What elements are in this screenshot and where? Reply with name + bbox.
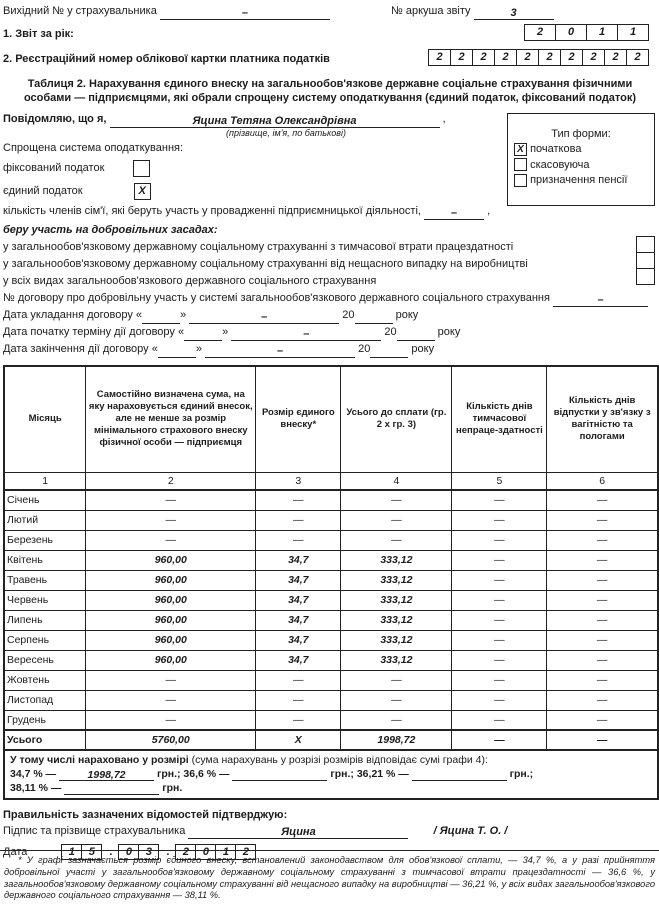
contract-year-field[interactable] bbox=[370, 345, 408, 358]
value-cell: — bbox=[452, 710, 547, 730]
column-number: 2 bbox=[86, 472, 256, 490]
value-cell: — bbox=[547, 630, 658, 650]
contract-number-label: № договору про добровільну участь у системі загальнообов'язкового державного соціального страхування bbox=[3, 292, 550, 304]
value-cell: 34,7 bbox=[256, 590, 341, 610]
unit-label: грн.; bbox=[509, 768, 534, 780]
value-cell: 960,00 bbox=[86, 630, 256, 650]
date-digit-box[interactable]: 1 bbox=[61, 844, 82, 860]
value-cell: — bbox=[452, 570, 547, 590]
breakdown-title-bold: У тому числі нараховано у розмірі bbox=[10, 754, 189, 766]
declarant-intro-label: Повідомляю, що я, bbox=[3, 113, 107, 125]
contract-day-field[interactable] bbox=[158, 345, 196, 358]
breakdown-title bbox=[10, 753, 652, 767]
quote-open: « bbox=[177, 326, 185, 338]
unit-label: грн.; bbox=[330, 768, 354, 780]
value-cell: — bbox=[452, 550, 547, 570]
date-digit-box[interactable]: 2 bbox=[235, 844, 256, 860]
total-maternity-days-cell: — bbox=[547, 730, 658, 750]
reg-digit-box[interactable]: 2 bbox=[604, 49, 627, 66]
contract-number-row bbox=[3, 290, 657, 307]
form-type-label-initial: початкова bbox=[530, 143, 582, 155]
accrual-table bbox=[3, 365, 659, 751]
contract-month-field[interactable] bbox=[231, 328, 381, 341]
contract-date-row-start bbox=[3, 324, 657, 341]
declarant-name-field[interactable]: Яцина Тетяна Олександрівна bbox=[110, 115, 440, 128]
value-cell: — bbox=[256, 710, 341, 730]
single-tax-checkbox[interactable]: X bbox=[134, 183, 151, 200]
table-row bbox=[4, 550, 658, 570]
value-cell: — bbox=[86, 490, 256, 510]
quote-close: » bbox=[195, 343, 202, 355]
value-cell: — bbox=[341, 670, 452, 690]
year-prefix: 20 bbox=[358, 343, 371, 355]
month-cell: Грудень bbox=[4, 710, 86, 730]
year-suffix: року bbox=[395, 309, 419, 321]
date-dot: . bbox=[166, 846, 170, 858]
value-cell: — bbox=[341, 490, 452, 510]
value-cell: — bbox=[452, 630, 547, 650]
rate-label-347: 34,7 % — bbox=[10, 768, 57, 780]
form-type-checkbox-initial[interactable]: X bbox=[514, 143, 527, 156]
value-cell: — bbox=[256, 690, 341, 710]
rate-label-3621: 36,21 % — bbox=[356, 768, 409, 780]
rate-value-347[interactable]: 1998,72 bbox=[59, 769, 154, 781]
form-type-checkbox-cancelling[interactable] bbox=[514, 158, 527, 171]
column-number: 4 bbox=[341, 472, 452, 490]
comma-mark: , bbox=[487, 205, 491, 217]
fixed-tax-checkbox[interactable] bbox=[133, 160, 150, 177]
month-cell: Травень bbox=[4, 570, 86, 590]
reg-digit-box[interactable]: 2 bbox=[538, 49, 561, 66]
family-members-label: кількість членів сім'ї, які беруть участь у провадженні підприємницької діяльності, bbox=[3, 205, 421, 217]
contract-number-field[interactable] bbox=[553, 294, 648, 307]
total-rate-cell: X bbox=[256, 730, 341, 750]
single-tax-label: єдиний податок bbox=[3, 185, 83, 197]
voluntary-option-all: у всіх видах загальнообов'язкового державного соціального страхування bbox=[3, 275, 377, 287]
value-cell: — bbox=[256, 670, 341, 690]
contract-month-field[interactable] bbox=[205, 345, 355, 358]
family-members-row bbox=[3, 203, 503, 220]
form-type-label-cancelling: скасовуюча bbox=[530, 158, 590, 171]
year-suffix: року bbox=[437, 326, 461, 338]
rate-label-366: 36,6 % — bbox=[183, 768, 230, 780]
value-cell: 34,7 bbox=[256, 550, 341, 570]
table-row bbox=[4, 670, 658, 690]
table-row bbox=[4, 530, 658, 550]
value-cell: — bbox=[341, 690, 452, 710]
value-cell: — bbox=[86, 670, 256, 690]
footnote-section bbox=[0, 850, 659, 902]
date-label: Дата bbox=[3, 846, 28, 858]
header-row-regnumber bbox=[3, 51, 657, 68]
value-cell: — bbox=[452, 650, 547, 670]
year-digit-box[interactable]: 1 bbox=[586, 24, 618, 41]
form-type-title: Тип форми: bbox=[551, 128, 611, 140]
table-row bbox=[4, 590, 658, 610]
year-suffix: року bbox=[411, 343, 435, 355]
reg-digit-box[interactable]: 2 bbox=[428, 49, 451, 66]
breakdown-line-1 bbox=[10, 767, 652, 781]
reg-digit-box[interactable]: 2 bbox=[626, 49, 649, 66]
value-cell: — bbox=[547, 610, 658, 630]
column-number: 5 bbox=[452, 472, 547, 490]
form-type-label-pension: призначення пенсії bbox=[530, 174, 628, 186]
breakdown-title-normal: (сума нарахувань у розрізі розмірів відповідає сумі графи 4): bbox=[188, 754, 488, 766]
voluntary-title: беру участь на добровільних засадах: bbox=[3, 224, 218, 236]
year-digit-boxes bbox=[525, 24, 649, 41]
value-cell: 34,7 bbox=[256, 610, 341, 630]
fixed-tax-label: фіксований податок bbox=[3, 162, 105, 174]
form-type-option-initial bbox=[514, 142, 648, 158]
contract-year-field[interactable] bbox=[355, 311, 393, 324]
month-cell: Січень bbox=[4, 490, 86, 510]
quote-open: « bbox=[151, 343, 158, 355]
sheet-number-group bbox=[391, 3, 554, 20]
table-row bbox=[4, 610, 658, 630]
year-prefix: 20 bbox=[342, 309, 355, 321]
dash-mark: – bbox=[261, 311, 268, 323]
table-row bbox=[4, 650, 658, 670]
signature-row bbox=[3, 823, 657, 839]
declarant-name-hint: (прізвище, ім'я, по батькові) bbox=[226, 128, 346, 138]
value-cell: — bbox=[452, 670, 547, 690]
reg-digit-box[interactable]: 2 bbox=[450, 49, 473, 66]
outgoing-number-field[interactable] bbox=[160, 7, 330, 20]
dash-mark: – bbox=[276, 345, 284, 357]
column-number-row bbox=[4, 472, 658, 490]
value-cell: 34,7 bbox=[256, 570, 341, 590]
rate-label-3811: 38,11 % — bbox=[10, 782, 62, 794]
value-cell: — bbox=[256, 490, 341, 510]
table-row bbox=[4, 710, 658, 730]
column-number: 1 bbox=[4, 472, 86, 490]
value-cell: — bbox=[86, 530, 256, 550]
contract-date-label: Дата початку терміну дії договору bbox=[3, 326, 175, 338]
form-type-box bbox=[507, 113, 655, 206]
confirmation-title: Правильність зазначених відомостей підтверджую: bbox=[3, 809, 288, 821]
declaration-section bbox=[3, 111, 657, 220]
form-type-option-pension bbox=[514, 173, 648, 189]
value-cell: — bbox=[547, 530, 658, 550]
year-digit-box[interactable]: 2 bbox=[524, 24, 556, 41]
column-number: 3 bbox=[256, 472, 341, 490]
table-body bbox=[4, 490, 658, 730]
month-cell: Серпень bbox=[4, 630, 86, 650]
month-cell: Жовтень bbox=[4, 670, 86, 690]
value-cell: 333,12 bbox=[341, 650, 452, 670]
reg-digit-box[interactable]: 2 bbox=[472, 49, 495, 66]
table-row bbox=[4, 510, 658, 530]
contract-date-row-end bbox=[3, 341, 657, 358]
value-cell: 960,00 bbox=[86, 570, 256, 590]
date-digit-box[interactable]: 1 bbox=[215, 844, 236, 860]
value-cell: 34,7 bbox=[256, 630, 341, 650]
month-cell: Лютий bbox=[4, 510, 86, 530]
reg-digit-boxes bbox=[429, 49, 649, 66]
value-cell: — bbox=[452, 690, 547, 710]
sheet-number-field[interactable]: 3 bbox=[474, 7, 554, 20]
reg-digit-box[interactable]: 2 bbox=[560, 49, 583, 66]
total-base-cell: 5760,00 bbox=[86, 730, 256, 750]
year-digit-box[interactable]: 1 bbox=[617, 24, 649, 41]
tax-system-title: Спрощена система оподаткування: bbox=[3, 142, 184, 154]
dash-mark: – bbox=[450, 207, 458, 219]
table-header-row bbox=[4, 366, 658, 472]
contract-month-field[interactable] bbox=[189, 311, 339, 324]
value-cell: — bbox=[341, 530, 452, 550]
dash-mark: – bbox=[303, 328, 310, 340]
col-header-rate: Розмір єдиного внеску* bbox=[256, 366, 341, 472]
total-sick-days-cell: — bbox=[452, 730, 547, 750]
voluntary-option-accident: у загальнообов'язковому державному соціальному страхуванні від нещасного випадку на виробництві bbox=[3, 258, 528, 270]
value-cell: — bbox=[547, 650, 658, 670]
date-digit-box[interactable]: 0 bbox=[118, 844, 139, 860]
unit-label: грн.; bbox=[156, 768, 181, 780]
contract-year-field[interactable] bbox=[397, 328, 435, 341]
quote-close: » bbox=[222, 326, 229, 338]
breakdown-line-2 bbox=[10, 781, 652, 795]
value-cell: 333,12 bbox=[341, 550, 452, 570]
month-cell: Листопад bbox=[4, 690, 86, 710]
value-cell: — bbox=[86, 510, 256, 530]
value-cell: — bbox=[86, 710, 256, 730]
table-total-row bbox=[4, 730, 658, 750]
sheet-number-label: № аркуша звіту bbox=[391, 5, 471, 17]
contract-day-field[interactable] bbox=[142, 311, 180, 324]
voluntary-option-disability: у загальнообов'язковому державному соціальному страхуванні з тимчасової втрати працездатності bbox=[3, 241, 514, 253]
value-cell: 333,12 bbox=[341, 610, 452, 630]
reg-digit-box[interactable]: 2 bbox=[516, 49, 539, 66]
form-type-option-cancelling bbox=[514, 158, 648, 174]
total-due-cell: 1998,72 bbox=[341, 730, 452, 750]
year-prefix: 20 bbox=[384, 326, 397, 338]
value-cell: — bbox=[547, 710, 658, 730]
total-label-cell: Усього bbox=[4, 730, 86, 750]
value-cell: — bbox=[341, 710, 452, 730]
value-cell: — bbox=[547, 490, 658, 510]
header-row-outgoing bbox=[3, 3, 657, 20]
quote-close: » bbox=[180, 309, 187, 321]
quote-open: « bbox=[135, 309, 143, 321]
reg-number-label: 2. Реєстраційний номер облікової картки платника податків bbox=[3, 53, 330, 65]
value-cell: — bbox=[547, 570, 658, 590]
month-cell: Вересень bbox=[4, 650, 86, 670]
value-cell: — bbox=[452, 490, 547, 510]
form-type-checkbox-pension[interactable] bbox=[514, 174, 527, 187]
month-cell: Квітень bbox=[4, 550, 86, 570]
rate-value-366[interactable] bbox=[232, 769, 327, 781]
col-header-sick-days: Кількість днів тимчасової непраце-здатності bbox=[452, 366, 547, 472]
value-cell: — bbox=[547, 550, 658, 570]
value-cell: 960,00 bbox=[86, 550, 256, 570]
month-cell: Червень bbox=[4, 590, 86, 610]
value-cell: 34,7 bbox=[256, 650, 341, 670]
table-row bbox=[4, 630, 658, 650]
value-cell: — bbox=[256, 510, 341, 530]
fixed-tax-row bbox=[3, 157, 503, 180]
signature-field[interactable]: Яцина bbox=[188, 826, 408, 839]
voluntary-section bbox=[3, 222, 657, 358]
col-header-month: Місяць bbox=[4, 366, 86, 472]
contract-day-field[interactable] bbox=[184, 328, 222, 341]
single-tax-row bbox=[3, 180, 503, 203]
dash-mark: – bbox=[597, 294, 604, 306]
contract-date-label: Дата укладання договору bbox=[3, 309, 133, 321]
value-cell: — bbox=[547, 690, 658, 710]
table-row bbox=[4, 690, 658, 710]
date-dot: . bbox=[109, 846, 113, 858]
value-cell: — bbox=[452, 610, 547, 630]
col-header-total-due: Усього до сплати (гр. 2 х гр. 3) bbox=[341, 366, 452, 472]
form-title: Таблиця 2. Нарахування єдиного внеску на загальнообов'язкове державне соціальне страхування фізичними особами — підприємцями, які обрали спрощену систему оподаткування (єдиний податок, фіксований податок) bbox=[23, 78, 637, 104]
report-year-label: 1. Звіт за рік: bbox=[3, 28, 74, 40]
declarant-row bbox=[3, 111, 503, 128]
value-cell: — bbox=[547, 510, 658, 530]
month-cell: Березень bbox=[4, 530, 86, 550]
outgoing-number-label: Вихідний № у страхувальника bbox=[3, 5, 157, 17]
value-cell: — bbox=[547, 670, 658, 690]
col-header-maternity-days: Кількість днів відпустки у зв'язку з вагітністю та пологами bbox=[547, 366, 658, 472]
header-row-year bbox=[3, 26, 657, 43]
breakdown-box bbox=[3, 751, 659, 800]
value-cell: 960,00 bbox=[86, 610, 256, 630]
date-digit-box[interactable]: 0 bbox=[195, 844, 216, 860]
value-cell: — bbox=[86, 690, 256, 710]
value-cell: — bbox=[547, 590, 658, 610]
signature-stamp: / Яцина Т. О. / bbox=[433, 825, 508, 837]
month-cell: Липень bbox=[4, 610, 86, 630]
value-cell: 333,12 bbox=[341, 590, 452, 610]
year-digit-box[interactable]: 0 bbox=[555, 24, 587, 41]
comma-mark: , bbox=[442, 113, 446, 125]
col-header-base-sum: Самостійно визначена сума, на яку нараховується єдиний внесок, але не менше за розмір мінімального страхового внеску фізичної особи — підприємця bbox=[86, 366, 256, 472]
signature-label: Підпис та прізвище страхувальника bbox=[3, 825, 186, 837]
value-cell: 333,12 bbox=[341, 570, 452, 590]
value-cell: — bbox=[452, 590, 547, 610]
value-cell: — bbox=[256, 530, 341, 550]
value-cell: 960,00 bbox=[86, 650, 256, 670]
unit-label: грн. bbox=[162, 782, 183, 794]
date-digit-box[interactable]: 3 bbox=[138, 844, 159, 860]
reg-digit-box[interactable]: 2 bbox=[582, 49, 605, 66]
value-cell: 960,00 bbox=[86, 590, 256, 610]
value-cell: — bbox=[452, 530, 547, 550]
rate-value-3811[interactable] bbox=[64, 783, 159, 795]
column-number: 6 bbox=[547, 472, 658, 490]
dash-mark: – bbox=[241, 7, 248, 19]
family-members-field[interactable] bbox=[424, 207, 484, 220]
rate-value-3621[interactable] bbox=[412, 769, 507, 781]
value-cell: 333,12 bbox=[341, 630, 452, 650]
date-digit-box[interactable]: 5 bbox=[81, 844, 102, 860]
footnote-text: * У графі зазначається розмір єдиного внеску, встановлений законодавством для обов'язкової сплати, — 34,7 %, а у разі прийняття добровільної участі у загальнообов'язковому державному соціальному страхуванні з тимчасової втрати працездатності — 36,6 %, у загальнообов'язковому державному соціальному страхуванні від нещасного випадку на виробництві — 36,21 %, у всіх видах загальнообов'язкового державного соціального страхування — 38,11 %. bbox=[4, 855, 655, 901]
reg-digit-box[interactable]: 2 bbox=[494, 49, 517, 66]
table-row bbox=[4, 490, 658, 510]
date-digit-box[interactable]: 2 bbox=[175, 844, 196, 860]
value-cell: — bbox=[452, 510, 547, 530]
value-cell: — bbox=[341, 510, 452, 530]
table-row bbox=[4, 570, 658, 590]
contract-date-row-signed bbox=[3, 307, 657, 324]
contract-date-label: Дата закінчення дії договору bbox=[3, 343, 149, 355]
